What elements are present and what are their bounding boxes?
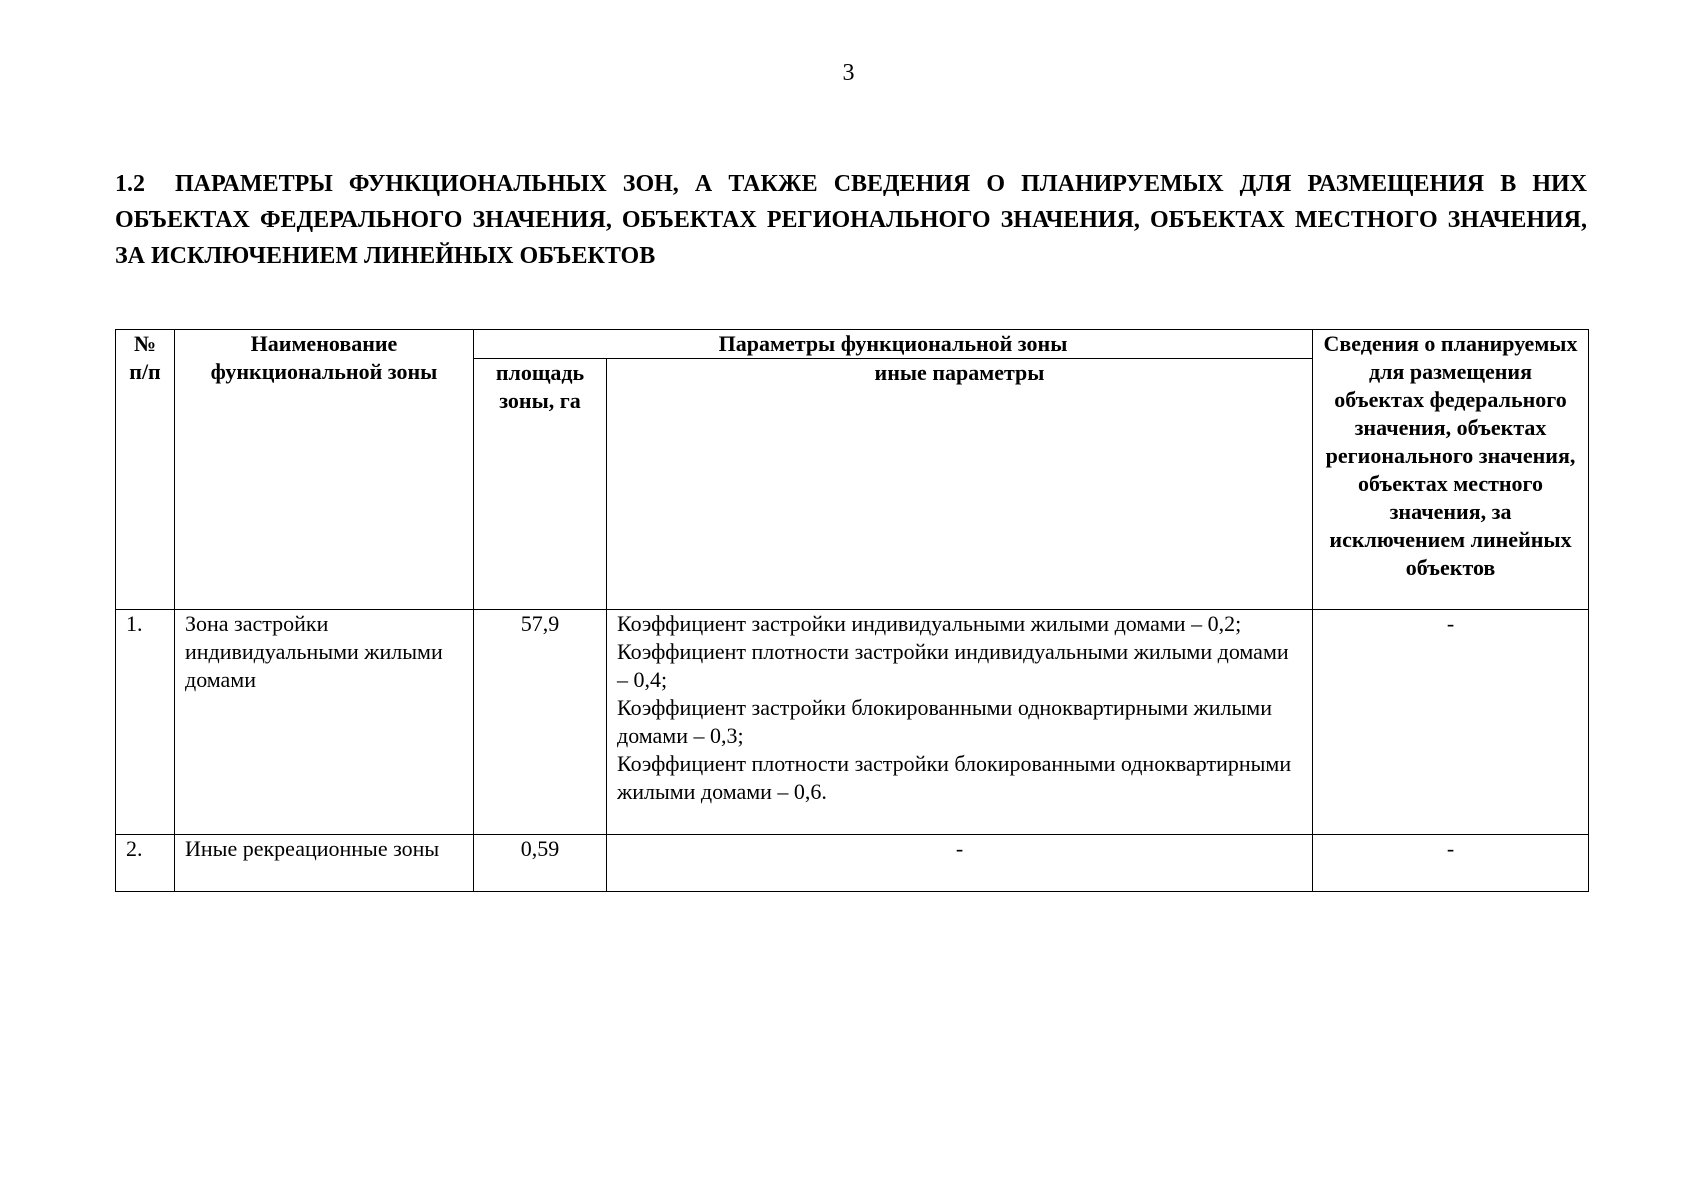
row-number: 1. [116,610,175,835]
page-number: 3 [842,60,855,86]
header-planned-objects: Сведения о планируемых для размещения объектах федерального значения, объектах регионального значения, объектах местного значения, за исключением линейных объектов [1313,330,1589,610]
zone-other-parameters [607,610,1313,835]
section-title: ПАРАМЕТРЫ ФУНКЦИОНАЛЬНЫХ ЗОН, А ТАКЖЕ СВЕДЕНИЯ О ПЛАНИРУЕМЫХ ДЛЯ РАЗМЕЩЕНИЯ В НИХ ОБЪЕКТАХ ФЕДЕРАЛЬНОГО ЗНАЧЕНИЯ, ОБЪЕКТАХ РЕГИОНАЛЬНОГО ЗНАЧЕНИЯ, ОБЪЕКТАХ МЕСТНОГО ЗНАЧЕНИЯ, ЗА ИСКЛЮЧЕНИЕМ ЛИНЕЙНЫХ ОБЪЕКТОВ [115,171,1587,269]
parameter-line: Коэффициент застройки блокированными одноквартирными жилыми домами – 0,3; [617,695,1272,748]
planned-objects: - [1313,610,1589,835]
parameter-line: Коэффициент застройки индивидуальными жилыми домами – 0,2; [617,611,1242,636]
planned-objects: - [1313,835,1589,892]
section-number: 1.2 [115,171,145,197]
zone-name: Зона застройки индивидуальными жилыми домами [175,610,474,835]
zone-area: 0,59 [474,835,607,892]
zone-other-parameters: - [607,835,1313,892]
table-row [116,610,1589,835]
table-row [116,835,1589,892]
parameter-line: Коэффициент плотности застройки блокированными одноквартирными жилыми домами – 0,6. [617,751,1292,804]
header-zone-area: площадь зоны, га [474,359,607,610]
functional-zones-table [115,329,1589,892]
zone-area: 57,9 [474,610,607,835]
header-zone-parameters: Параметры функциональной зоны [474,330,1313,359]
parameter-line: Коэффициент плотности застройки индивидуальными жилыми домами – 0,4; [617,639,1289,692]
header-other-parameters: иные параметры [607,359,1313,610]
section-heading [115,166,1587,274]
row-number: 2. [116,835,175,892]
header-zone-name: Наименование функциональной зоны [175,330,474,610]
zone-name: Иные рекреационные зоны [175,835,474,892]
header-number: № п/п [116,330,175,610]
